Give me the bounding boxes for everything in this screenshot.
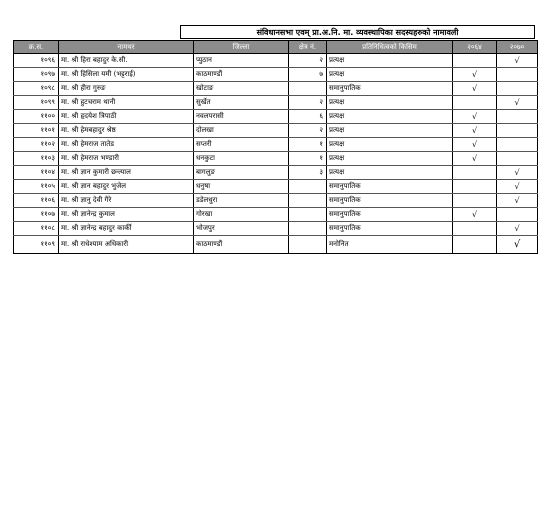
cell-area: ६ bbox=[289, 110, 327, 124]
table-row bbox=[14, 124, 538, 138]
cell-area bbox=[289, 82, 327, 96]
table-row bbox=[14, 222, 538, 236]
cell-2064-check bbox=[453, 194, 497, 208]
cell-2064-check bbox=[453, 236, 497, 254]
cell-area: ३ bbox=[289, 166, 327, 180]
cell-2064-check bbox=[453, 166, 497, 180]
cell-2070-check bbox=[497, 124, 538, 138]
cell-2064-check: √ bbox=[453, 138, 497, 152]
cell-name: मा. श्री हृदयेश त्रिपाठी bbox=[59, 110, 194, 124]
members-sheet bbox=[13, 25, 537, 254]
cell-area: १ bbox=[289, 152, 327, 166]
column-header-type: प्रतिनिधित्वको किसिम bbox=[327, 41, 453, 54]
table-row bbox=[14, 208, 538, 222]
cell-type: समानुपातिक bbox=[327, 208, 453, 222]
cell-district: डडेलधुरा bbox=[194, 194, 289, 208]
cell-name: मा. श्री हेमराज तातेड bbox=[59, 138, 194, 152]
cell-name: मा. श्री ज्ञानु देवी गैरे bbox=[59, 194, 194, 208]
cell-type: समानुपातिक bbox=[327, 194, 453, 208]
column-header-2064: २०६४ bbox=[453, 41, 497, 54]
cell-2064-check bbox=[453, 222, 497, 236]
cell-type: प्रत्यक्ष bbox=[327, 68, 453, 82]
cell-sn: ११०९ bbox=[14, 236, 59, 254]
cell-2064-check bbox=[453, 54, 497, 68]
cell-2070-check bbox=[497, 68, 538, 82]
cell-sn: ११०० bbox=[14, 110, 59, 124]
cell-area: १ bbox=[289, 138, 327, 152]
table-row bbox=[14, 54, 538, 68]
cell-type: प्रत्यक्ष bbox=[327, 138, 453, 152]
cell-type: प्रत्यक्ष bbox=[327, 152, 453, 166]
cell-type: समानुपातिक bbox=[327, 222, 453, 236]
cell-sn: ११०३ bbox=[14, 152, 59, 166]
cell-name: मा. श्री हीरा गुरुङ bbox=[59, 82, 194, 96]
cell-district: दोलखा bbox=[194, 124, 289, 138]
cell-2070-check bbox=[497, 138, 538, 152]
cell-district: भोजपुर bbox=[194, 222, 289, 236]
table-row bbox=[14, 82, 538, 96]
cell-sn: ११०७ bbox=[14, 208, 59, 222]
cell-2070-check bbox=[497, 208, 538, 222]
cell-type: मनोनित bbox=[327, 236, 453, 254]
cell-2070-check: √ bbox=[497, 54, 538, 68]
cell-sn: ११०४ bbox=[14, 166, 59, 180]
cell-district: धनकुटा bbox=[194, 152, 289, 166]
cell-district: गोरखा bbox=[194, 208, 289, 222]
cell-area bbox=[289, 222, 327, 236]
cell-sn: १०९७ bbox=[14, 68, 59, 82]
cell-area: २ bbox=[289, 96, 327, 110]
cell-district: नवलपरासी bbox=[194, 110, 289, 124]
cell-type: प्रत्यक्ष bbox=[327, 124, 453, 138]
cell-sn: ११०१ bbox=[14, 124, 59, 138]
header-row bbox=[14, 41, 538, 54]
cell-2064-check: √ bbox=[453, 68, 497, 82]
cell-sn: ११०५ bbox=[14, 180, 59, 194]
table-row bbox=[14, 96, 538, 110]
cell-2064-check bbox=[453, 96, 497, 110]
cell-sn: ११०८ bbox=[14, 222, 59, 236]
table-row bbox=[14, 166, 538, 180]
column-header-2070: २०७० bbox=[497, 41, 538, 54]
cell-area bbox=[289, 208, 327, 222]
column-header-name: नामथर bbox=[59, 41, 194, 54]
cell-district: खोटाङ bbox=[194, 82, 289, 96]
table-row bbox=[14, 152, 538, 166]
table-row bbox=[14, 236, 538, 254]
cell-name: मा. श्री ज्ञान बहादुर भुजेल bbox=[59, 180, 194, 194]
cell-area bbox=[289, 180, 327, 194]
cell-type: समानुपातिक bbox=[327, 82, 453, 96]
cell-2070-check: √ bbox=[497, 194, 538, 208]
cell-2070-check: √ bbox=[497, 236, 538, 254]
cell-2064-check bbox=[453, 180, 497, 194]
cell-name: मा. श्री ज्ञानेन्द्र कुमाल bbox=[59, 208, 194, 222]
cell-sn: ११०२ bbox=[14, 138, 59, 152]
cell-2070-check: √ bbox=[497, 222, 538, 236]
cell-district: प्युठान bbox=[194, 54, 289, 68]
cell-sn: ११०६ bbox=[14, 194, 59, 208]
cell-district: सुर्खेत bbox=[194, 96, 289, 110]
cell-2070-check: √ bbox=[497, 180, 538, 194]
cell-sn: १०९९ bbox=[14, 96, 59, 110]
cell-2070-check bbox=[497, 82, 538, 96]
cell-name: मा. श्री हेमराज भण्डारी bbox=[59, 152, 194, 166]
cell-2064-check: √ bbox=[453, 110, 497, 124]
cell-district: धनुषा bbox=[194, 180, 289, 194]
table-row bbox=[14, 68, 538, 82]
cell-sn: १०९६ bbox=[14, 54, 59, 68]
cell-2070-check: √ bbox=[497, 96, 538, 110]
column-header-area: क्षेत्र नं. bbox=[289, 41, 327, 54]
cell-type: प्रत्यक्ष bbox=[327, 54, 453, 68]
cell-2064-check: √ bbox=[453, 152, 497, 166]
cell-2070-check bbox=[497, 152, 538, 166]
cell-name: मा. श्री हिसिला यमी (भट्टराई) bbox=[59, 68, 194, 82]
table-row bbox=[14, 194, 538, 208]
cell-area bbox=[289, 194, 327, 208]
cell-area bbox=[289, 236, 327, 254]
members-table bbox=[13, 40, 538, 254]
cell-district: काठमाण्डौं bbox=[194, 236, 289, 254]
cell-type: प्रत्यक्ष bbox=[327, 96, 453, 110]
column-header-sn: क्र.स. bbox=[14, 41, 59, 54]
cell-name: मा. श्री हुटचराम थानी bbox=[59, 96, 194, 110]
cell-2070-check bbox=[497, 110, 538, 124]
cell-type: समानुपातिक bbox=[327, 180, 453, 194]
table-row bbox=[14, 138, 538, 152]
cell-2064-check: √ bbox=[453, 124, 497, 138]
table-row bbox=[14, 180, 538, 194]
cell-district: बागलुङ bbox=[194, 166, 289, 180]
cell-sn: १०९८ bbox=[14, 82, 59, 96]
cell-name: मा. श्री राधेश्याम अधिकारी bbox=[59, 236, 194, 254]
cell-2064-check: √ bbox=[453, 208, 497, 222]
cell-name: मा. श्री हेमबहादुर श्रेष्ठ bbox=[59, 124, 194, 138]
cell-area: २ bbox=[289, 124, 327, 138]
cell-type: प्रत्यक्ष bbox=[327, 166, 453, 180]
cell-name: मा. श्री ज्ञानेन्द्र बहादुर कार्की bbox=[59, 222, 194, 236]
cell-area: २ bbox=[289, 54, 327, 68]
cell-2064-check: √ bbox=[453, 82, 497, 96]
cell-name: मा. श्री हिरा बहादुर के.सी. bbox=[59, 54, 194, 68]
sheet-title: संविधानसभा एवम् प्रा.अ.नि. मा. व्यवस्थापिका सदस्यहरुको नामावली bbox=[180, 25, 535, 39]
cell-type: प्रत्यक्ष bbox=[327, 110, 453, 124]
cell-district: सप्तरी bbox=[194, 138, 289, 152]
column-header-district: जिल्ला bbox=[194, 41, 289, 54]
cell-district: काठमाण्डौं bbox=[194, 68, 289, 82]
cell-2070-check: √ bbox=[497, 166, 538, 180]
cell-name: मा. श्री ज्ञान कुमारी छन्त्याल bbox=[59, 166, 194, 180]
table-row bbox=[14, 110, 538, 124]
cell-area: ७ bbox=[289, 68, 327, 82]
